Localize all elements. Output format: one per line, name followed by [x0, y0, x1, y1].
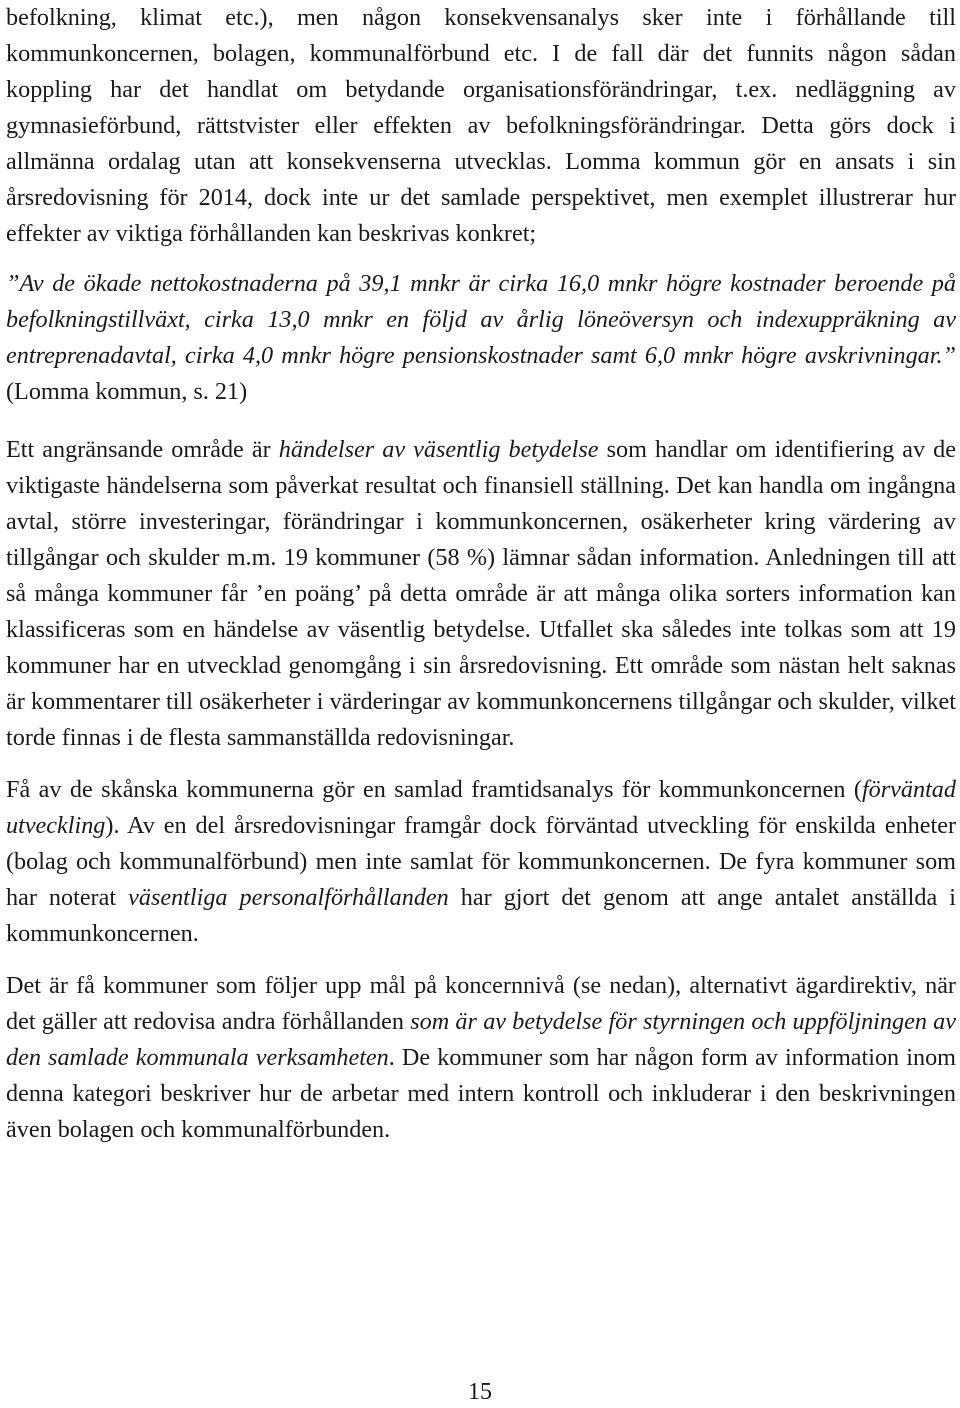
paragraph-significant-events — [6, 432, 956, 756]
paragraph-text: Ett angränsande område är — [6, 436, 279, 463]
paragraph-emphasis: som är av betydelse för styrningen och uppföljningen av den samlade kommunala verksamheten — [6, 1008, 956, 1071]
paragraph-expected-development — [6, 772, 956, 952]
paragraph-text: Det är få kommuner som följer upp mål på koncernnivå (se nedan), alternativt ägardirektiv, när det gäller att redovisa andra förhållanden — [6, 972, 956, 1035]
paragraph-text: . De kommuner som har någon form av information inom denna kategori beskriver hur de arbetar med intern kontroll och inkluderar i den beskrivningen även bolagen och kommunalförbunden. — [6, 1044, 956, 1143]
paragraph-governance-followup — [6, 968, 956, 1148]
paragraph-text: har gjort det genom att ange antalet anställda i kommunkoncernen. — [6, 884, 956, 947]
quote-source: (Lomma kommun, s. 21) — [6, 378, 248, 405]
document-page — [6, 0, 956, 1148]
paragraph-text: Få av de skånska kommunerna gör en samlad framtidsanalys för kommunkoncernen ( — [6, 776, 862, 803]
quote-lomma — [6, 266, 956, 410]
paragraph-text: ). Av en del årsredovisningar framgår dock förväntad utveckling för enskilda enheter (bolag och kommunalförbund) men inte samlat för kommunkoncernen. De fyra kommuner som har noterat — [6, 812, 956, 911]
paragraph-text: som handlar om identifiering av de viktigaste händelserna som påverkat resultat och finansiell ställning. Det kan handla om ingångna avtal, större investeringar, förändringar i kommunkoncernen, osäkerheter kring värdering av tillgångar och skulder m.m. 19 kommuner (58 %) lämnar sådan information. Anledningen till att så många kommuner får ’en poäng’ på detta område är att många olika sorters information kan klassificeras som en händelse av väsentlig betydelse. Utfallet ska således inte tolkas som att 19 kommuner har en utvecklad genomgång i sin årsredovisning. Ett område som nästan helt saknas är kommentarer till osäkerheter i värderingar av kommunkoncernens tillgångar och skulder, vilket torde finnas i de flesta sammanställda redovisningar. — [6, 436, 956, 751]
page-number: 15 — [468, 1379, 492, 1405]
paragraph-consequence-analysis — [6, 0, 956, 252]
paragraph-text: befolkning, klimat etc.), men någon konsekvensanalys sker inte i förhållande till kommunkoncernen, bolagen, kommunalförbund etc. I de fall där det funnits någon sådan koppling har det handlat om betydande organisationsförändringar, t.ex. nedläggning av gymnasieförbund, rättstvister eller effekten av befolkningsförändringar. Detta görs dock i allmänna ordalag utan att konsekvenserna utvecklas. Lomma kommun gör en ansats i sin årsredovisning för 2014, dock inte ur det samlade perspektivet, men exemplet illustrerar hur effekter av viktiga förhållanden kan beskrivas konkret; — [6, 4, 956, 247]
paragraph-emphasis: händelser av väsentlig betydelse — [278, 436, 599, 463]
quote-text: ”Av de ökade nettokostnaderna på 39,1 mnkr är cirka 16,0 mnkr högre kostnader beroende på befolkningstillväxt, cirka 13,0 mnkr en följd av årlig löneöversyn och indexuppräkning av entreprenadavtal, cirka 4,0 mnkr högre pensionskostnader samt 6,0 mnkr högre avskrivningar.” — [6, 270, 956, 369]
paragraph-emphasis: förväntad utveckling — [6, 776, 956, 839]
paragraph-emphasis: väsentliga personalförhållanden — [128, 884, 449, 911]
